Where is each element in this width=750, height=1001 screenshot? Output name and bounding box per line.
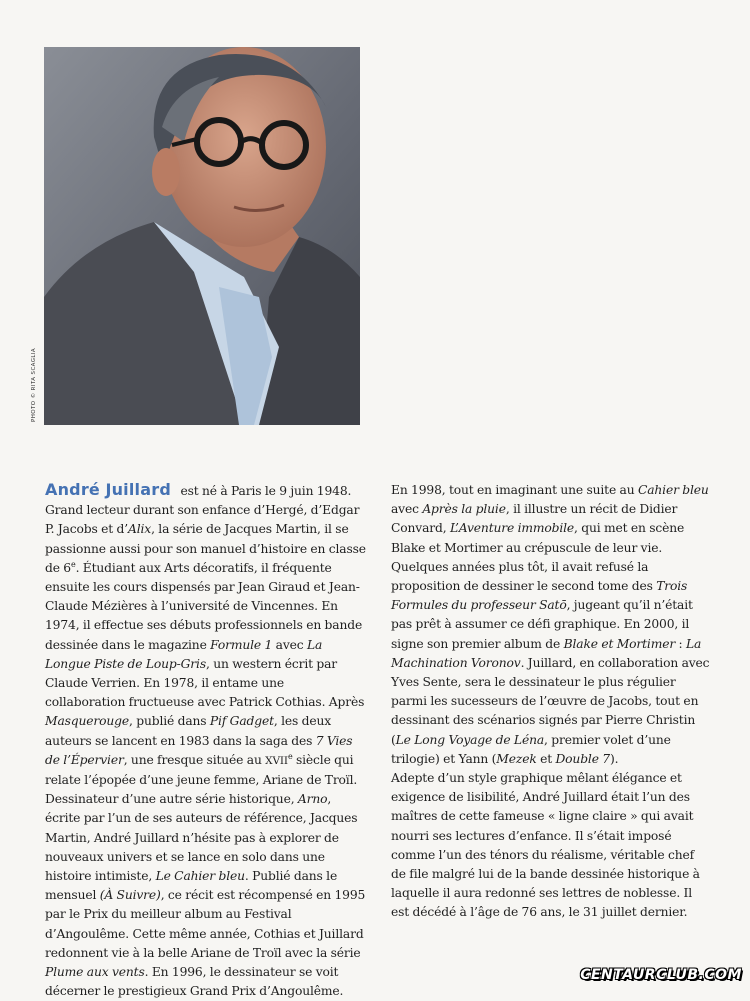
text-run: et bbox=[536, 751, 556, 766]
text-run: , la série de Jacques Martin, il se passionne aussi pour son manuel d’histoire en classe de 6 bbox=[45, 522, 366, 575]
text-run: avec bbox=[272, 637, 307, 652]
text-run: L’Aventure immobile bbox=[449, 521, 575, 536]
text-run: Masquerouge bbox=[45, 714, 130, 729]
biography-paragraph bbox=[45, 480, 367, 1001]
text-run: Mezek bbox=[496, 751, 537, 766]
text-run: Formule 1 bbox=[210, 637, 273, 652]
text-run: Adepte d’un style graphique mêlant élégance et exigence de lisibilité, André Juillard était l’un des maîtres de cette fameuse « ligne claire » qui avait nourri ses lectures d’enfance. Il s’était imposé comme l’un des ténors du réalisme, véritable chef de file malgré lui de la bande dessinée historique à laquelle il aura redonné ses lettres de noblesse. Il est décédé à l’âge de 76 ans, le 31 juillet dernier. bbox=[391, 771, 700, 920]
text-run: . Étudiant aux Arts décoratifs, il fréquente ensuite les cours dispensés par Jean Giraud et Jean-Claude Mézières à l’université de Vincennes. En 1974, il effectue ses débuts professionnels en bande dessinée dans le magazine bbox=[45, 560, 363, 652]
text-run: . Juillard, en collaboration avec Yves Sente, sera le dessinateur le plus régulier parmi les sucesseurs de l’œuvre de Jacobs, tout en dessinant des scénarios signés par Pierre Christin ( bbox=[391, 655, 710, 747]
text-run: siècle qui relate l’épopée d’une jeune femme, Ariane de Troïl. Dessinateur d’une autre série historique, bbox=[45, 752, 358, 807]
text-run: Pif Gadget bbox=[209, 714, 274, 729]
text-run: , ce récit est récompensé en 1995 par le Prix du meilleur album au Festival d’Angoulême. Cette même année, Cothias et Juillard redonnent vie à la belle Ariane de Troïl avec la série bbox=[45, 888, 366, 960]
text-run: avec bbox=[391, 502, 423, 517]
portrait-photo bbox=[44, 47, 360, 425]
text-run: . En 1996, le dessinateur se voit décerner le prestigieux Grand Prix d’Angoulême. bbox=[45, 965, 344, 999]
text-run: XVII bbox=[265, 754, 288, 767]
site-watermark: CENTAURCLUB.COM bbox=[580, 967, 742, 983]
text-run: , un western écrit par Claude Verrien. En 1978, il entame une collaboration fructueuse avec Patrick Cothias. Après bbox=[45, 656, 365, 710]
text-run: La Longue Piste de Loup-Gris bbox=[45, 637, 323, 671]
text-run: Arno bbox=[297, 792, 328, 807]
article-column-right bbox=[391, 481, 711, 923]
author-name: André Juillard bbox=[45, 480, 171, 499]
text-run: Le Long Voyage de Léna bbox=[395, 732, 545, 747]
article-column-left bbox=[45, 480, 367, 1001]
text-run: Après la pluie bbox=[422, 502, 506, 517]
text-run: Cahier bleu bbox=[637, 483, 709, 497]
text-run: : bbox=[675, 636, 686, 651]
text-run: e bbox=[70, 559, 76, 569]
text-run: est né à Paris le 9 juin 1948. Grand lecteur durant son enfance d’Hergé, d’Edgar P. Jacobs et d’ bbox=[45, 484, 360, 537]
text-run: , qui met en scène Blake et Mortimer au crépuscule de leur vie. Quelques années plus tôt, il avait refusé la proposition de dessiner le second tome des bbox=[391, 521, 685, 594]
portrait-illustration bbox=[44, 47, 360, 425]
text-run: Blake et Mortimer bbox=[563, 636, 676, 651]
text-run: , premier volet d’une trilogie) et Yann ( bbox=[391, 732, 671, 766]
text-run: 7 Vies de l’Épervier bbox=[45, 733, 353, 767]
text-run: , écrite par l’un de ses auteurs de référence, Jacques Martin, André Juillard n’hésite pas à explorer de nouveaux univers et se lance en solo dans une histoire intimiste, bbox=[45, 792, 358, 884]
text-run: . Publié dans le mensuel bbox=[45, 869, 338, 903]
style-paragraph bbox=[391, 769, 711, 923]
text-run: , publié dans bbox=[129, 714, 210, 729]
text-run: , jugeant qu’il n’était pas prêt à assumer ce défi graphique. En 2000, il signe son premier album de bbox=[391, 598, 693, 651]
text-run: e bbox=[287, 751, 293, 761]
photo-credit: PHOTO © RITA SCAGLIA bbox=[31, 347, 37, 422]
text-run: (À Suivre) bbox=[99, 888, 161, 903]
text-run: Trois Formules du professeur Satō bbox=[391, 579, 688, 613]
text-run: , il illustre un récit de Didier Convard, bbox=[391, 502, 678, 536]
text-run: Le Cahier bleu bbox=[155, 869, 245, 884]
text-run: Double 7 bbox=[555, 751, 610, 766]
text-run: La Machination Voronov bbox=[391, 636, 702, 670]
text-run: Alix bbox=[128, 522, 152, 537]
text-run: , une fresque située au bbox=[123, 752, 266, 767]
text-run: ). bbox=[609, 751, 619, 766]
text-run: , les deux auteurs se lancent en 1983 dans la saga des bbox=[45, 714, 332, 748]
career-paragraph bbox=[391, 481, 711, 769]
text-run: Plume aux vents bbox=[45, 965, 145, 980]
text-run: En 1998, tout en imaginant une suite au bbox=[391, 483, 638, 497]
